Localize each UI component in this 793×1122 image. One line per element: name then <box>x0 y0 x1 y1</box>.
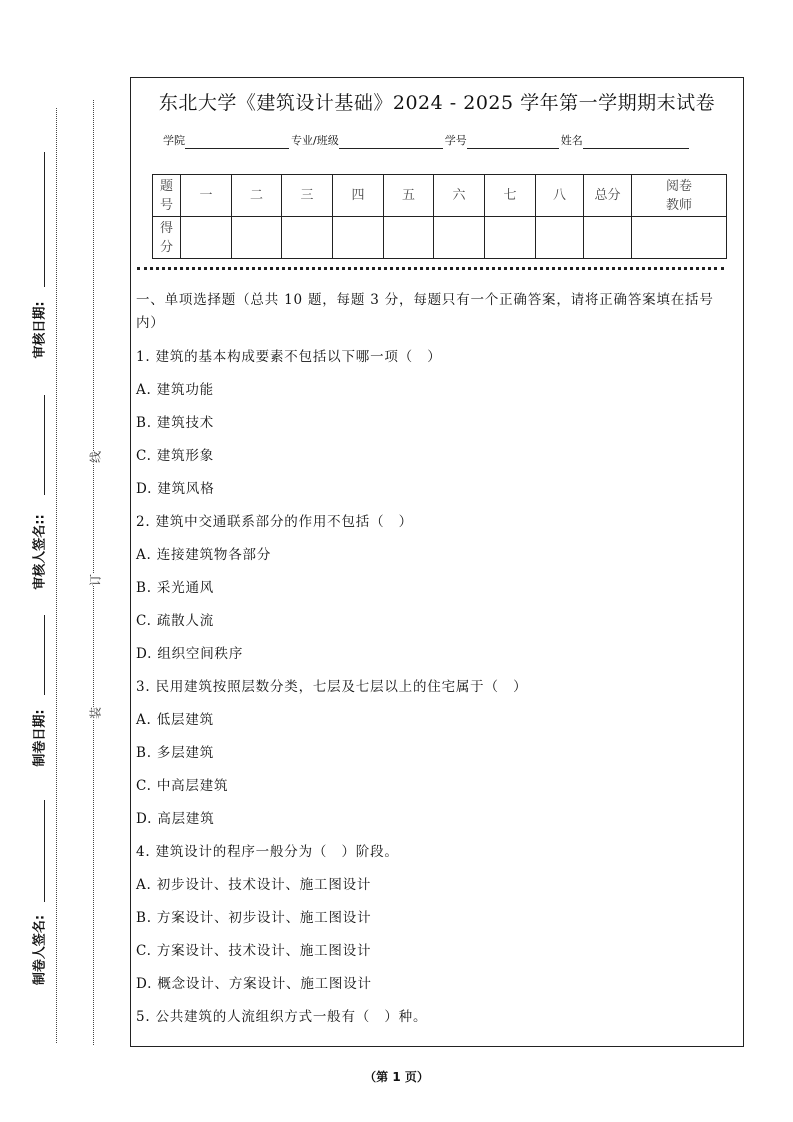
score-table <box>152 174 727 259</box>
question-option: B. 方案设计、初步设计、施工图设计 <box>136 910 372 926</box>
score-col-5: 五 <box>384 175 434 217</box>
section-single-choice <box>136 289 735 1034</box>
question-stem: 5. 公共建筑的人流组织方式一般有（ ）种。 <box>136 1009 428 1025</box>
score-col-3: 三 <box>282 175 333 217</box>
question-option: A. 建筑功能 <box>136 382 214 398</box>
college-label: 学院 <box>163 134 185 147</box>
question-option: D. 组织空间秩序 <box>136 646 244 662</box>
score-cell[interactable] <box>485 217 536 259</box>
score-cell[interactable] <box>181 217 232 259</box>
question-stem: 4. 建筑设计的程序一般分为（ ）阶段。 <box>136 844 399 860</box>
question-number-label: 题号 <box>153 175 181 217</box>
binding-dotted-line-outer <box>56 108 57 1043</box>
question-option: B. 建筑技术 <box>136 415 215 431</box>
question-option: B. 采光通风 <box>136 580 215 596</box>
score-cell-grader[interactable] <box>632 217 727 259</box>
reviewer-signature-blank <box>44 395 45 495</box>
score-cell-total[interactable] <box>584 217 632 259</box>
exam-title: 东北大学《建筑设计基础》2024 - 2025 学年第一学期期末试卷 <box>158 92 716 114</box>
score-cell[interactable] <box>384 217 434 259</box>
score-col-2: 二 <box>232 175 282 217</box>
question-option: B. 多层建筑 <box>136 745 215 761</box>
make-date-label: 制卷日期: <box>32 709 48 767</box>
score-col-8: 八 <box>536 175 584 217</box>
score-table-header-row <box>153 175 727 217</box>
score-col-total: 总分 <box>584 175 632 217</box>
question-option: D. 高层建筑 <box>136 811 215 827</box>
question-option: D. 概念设计、方案设计、施工图设计 <box>136 976 372 992</box>
maker-signature-blank <box>44 800 45 902</box>
reviewer-signature-label: 审核人签名:: <box>32 514 48 590</box>
student-id-field[interactable] <box>467 136 559 149</box>
score-cell[interactable] <box>333 217 384 259</box>
exam-frame <box>130 77 744 1047</box>
score-col-6: 六 <box>434 175 485 217</box>
college-field[interactable] <box>185 136 289 149</box>
make-date-blank <box>44 615 45 695</box>
question-option: A. 低层建筑 <box>136 712 214 728</box>
dotted-separator <box>137 267 724 270</box>
review-date-blank <box>44 152 45 287</box>
question-option: C. 中高层建筑 <box>136 778 229 794</box>
question-option: C. 建筑形象 <box>136 448 215 464</box>
score-col-1: 一 <box>181 175 232 217</box>
page-number: （第 1 页） <box>364 1070 429 1084</box>
question-option: A. 初步设计、技术设计、施工图设计 <box>136 877 372 893</box>
question-option: D. 建筑风格 <box>136 481 215 497</box>
score-col-grader: 阅卷教师 <box>632 175 727 217</box>
question-stem: 2. 建筑中交通联系部分的作用不包括（ ） <box>136 514 413 530</box>
maker-signature-label: 制卷人签名: <box>32 914 48 986</box>
score-cell[interactable] <box>536 217 584 259</box>
score-cell[interactable] <box>232 217 282 259</box>
question-stem: 1. 建筑的基本构成要素不包括以下哪一项（ ） <box>136 349 442 365</box>
student-info-row <box>163 132 691 149</box>
binding-margin <box>0 0 128 1122</box>
binding-dotted-line-inner <box>93 100 94 1045</box>
major-class-label: 专业/班级 <box>291 134 339 147</box>
major-class-field[interactable] <box>339 136 443 149</box>
section-title: 一、单项选择题（总共 10 题，每题 3 分，每题只有一个正确答案，请将正确答案填在括号内） <box>136 292 714 331</box>
name-field[interactable] <box>583 136 689 149</box>
question-option: C. 疏散人流 <box>136 613 215 629</box>
question-stem: 3. 民用建筑按照层数分类，七层及七层以上的住宅属于（ ） <box>136 679 528 695</box>
score-label: 得分 <box>153 217 181 259</box>
student-id-label: 学号 <box>444 134 467 147</box>
score-cell[interactable] <box>434 217 485 259</box>
binding-mark-staple: 订 <box>85 574 106 586</box>
score-cell[interactable] <box>282 217 333 259</box>
question-option: C. 方案设计、技术设计、施工图设计 <box>136 943 372 959</box>
question-option: A. 连接建筑物各部分 <box>136 547 272 563</box>
score-col-4: 四 <box>333 175 384 217</box>
score-col-7: 七 <box>485 175 536 217</box>
binding-mark-bind: 装 <box>85 707 106 719</box>
review-date-label: 审核日期: <box>32 301 48 359</box>
score-table-score-row <box>153 217 727 259</box>
binding-mark-line: 线 <box>85 451 106 463</box>
name-label: 姓名 <box>560 134 583 147</box>
